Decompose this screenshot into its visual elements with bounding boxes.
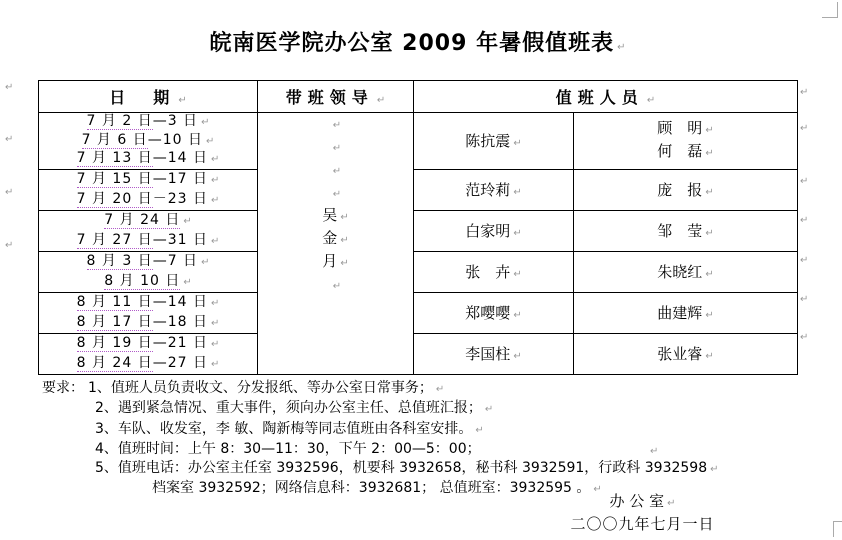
note-item: 1、值班人员负责收文、分发报纸、等办公室日常事务； xyxy=(88,380,433,396)
paragraph-mark-icon: ↵ xyxy=(705,351,714,362)
table-row xyxy=(39,333,798,374)
partner-cell xyxy=(574,210,798,251)
paragraph-mark-icon: ↵ xyxy=(5,82,14,93)
date-cell xyxy=(39,113,258,170)
paragraph-mark-icon: ↵ xyxy=(210,338,220,350)
partner-cell xyxy=(574,333,798,374)
note-line xyxy=(42,379,719,399)
paragraph-mark-icon: ↵ xyxy=(332,143,342,154)
date-line xyxy=(39,113,257,132)
person-name: 顾 明 ↵ xyxy=(657,118,714,137)
paragraph-mark-icon: ↵ xyxy=(210,235,220,247)
paragraph-mark-icon: ↵ xyxy=(705,269,714,280)
person-name: 何 磊 ↵ xyxy=(657,141,714,160)
date-line xyxy=(39,293,257,313)
paragraph-mark-icon: ↵ xyxy=(210,174,220,186)
paragraph-mark-icon: ↵ xyxy=(646,95,656,106)
note-item: 5、值班电话：办公室主任室 3932596，机要科 3932658，秘书科 3932591，行政科 3932598 xyxy=(95,460,708,477)
paragraph-mark-icon: ↵ xyxy=(206,135,215,147)
header-staff xyxy=(414,81,798,113)
leader-cell xyxy=(258,113,414,375)
date-text: —18 日 xyxy=(152,313,208,330)
note-item: 档案室 3932592；网络信息科：3932681； 总值班室：3932595 。 xyxy=(152,480,591,497)
duty-person-cell xyxy=(414,251,574,292)
table-row xyxy=(39,251,798,292)
paragraph-mark-icon: ↵ xyxy=(210,358,220,370)
date-text: —14 日 xyxy=(152,293,208,310)
paragraph-mark-icon: ↵ xyxy=(513,269,522,280)
date-text: 8 月 19 日 xyxy=(76,334,153,351)
row-end-mark-icon: ↵ xyxy=(800,255,809,266)
header-staff-label: 值班人员 xyxy=(555,88,644,107)
leader-name-char: 吴 ↵ xyxy=(322,206,349,224)
duty-person-cell xyxy=(414,169,574,210)
date-text: —10 日 xyxy=(147,131,204,148)
date-text: －23 日 xyxy=(152,190,208,207)
header-leader-label: 带班领导 xyxy=(285,88,374,107)
person-name: 郑嘤嘤 xyxy=(465,304,511,322)
person-name: 张业睿 xyxy=(657,345,703,363)
empty-line xyxy=(258,136,413,159)
paragraph-mark-icon: ↵ xyxy=(340,212,349,223)
empty-line xyxy=(258,113,413,136)
row-end-mark-icon: ↵ xyxy=(800,294,809,305)
text-boundary-corner-top-right-icon xyxy=(822,2,838,18)
date-text: —17 日 xyxy=(152,170,208,187)
table-row xyxy=(39,169,798,210)
page-title xyxy=(38,26,797,57)
note-line xyxy=(42,440,719,459)
paragraph-mark-icon: ↵ xyxy=(484,404,494,416)
header-row xyxy=(39,81,798,113)
note-item: 3、车队、收发室，李 敏、陶新梅等同志值班由各科室安排。 xyxy=(95,420,473,437)
date-text: 8 月 24 日 xyxy=(76,354,153,371)
note-item: 2、遇到紧急情况、重大事件，须向办公室主任、总值班汇报； xyxy=(95,400,482,417)
requirements-section xyxy=(42,379,719,500)
person-name: 陈抗震 xyxy=(465,132,511,151)
paragraph-mark-icon: ↵ xyxy=(210,297,220,309)
row-end-mark-icon: ↵ xyxy=(800,176,809,187)
date-line xyxy=(39,170,257,190)
date-text: 8 月 17 日 xyxy=(76,313,153,330)
paragraph-mark-icon: ↵ xyxy=(513,351,522,362)
date-text: —7 日 xyxy=(152,252,199,269)
date-text: —21 日 xyxy=(152,334,208,351)
header-leader xyxy=(258,81,414,113)
date-line xyxy=(39,150,257,169)
paragraph-mark-icon: ↵ xyxy=(513,228,522,239)
date-line xyxy=(39,190,257,210)
paragraph-mark-icon: ↵ xyxy=(332,189,342,200)
date-text: 8 月 11 日 xyxy=(76,293,153,310)
table-row xyxy=(39,210,798,251)
table-row xyxy=(39,113,798,170)
person-name: 李国柱 xyxy=(465,345,511,363)
paragraph-mark-icon: ↵ xyxy=(340,235,349,246)
date-cell xyxy=(39,292,258,333)
date-cell xyxy=(39,333,258,374)
paragraph-mark-icon: ↵ xyxy=(183,215,192,227)
note-line xyxy=(42,420,719,440)
paragraph-mark-icon: ↵ xyxy=(705,228,714,239)
empty-line xyxy=(258,182,413,205)
paragraph-mark-icon: ↵ xyxy=(332,166,342,177)
paragraph-mark-icon: ↵ xyxy=(5,134,14,145)
paragraph-mark-icon: ↵ xyxy=(210,194,220,206)
date-text: 7 月 27 日 xyxy=(76,231,153,248)
person-name: 范玲莉 xyxy=(465,181,511,199)
paragraph-mark-icon: ↵ xyxy=(183,276,192,288)
date-line xyxy=(39,211,257,231)
paragraph-mark-icon: ↵ xyxy=(705,124,714,136)
text-boundary-corner-bottom-right-icon xyxy=(833,521,842,537)
paragraph-mark-icon: ↵ xyxy=(705,147,714,159)
date-cell xyxy=(39,210,258,251)
date-text: 7 月 6 日 xyxy=(81,131,148,148)
paragraph-mark-icon: ↵ xyxy=(513,138,522,150)
date-line xyxy=(39,334,257,354)
paragraph-mark-icon: ↵ xyxy=(201,117,210,128)
empty-line xyxy=(258,159,413,182)
date-text: —31 日 xyxy=(152,231,208,248)
date-text: —14 日 xyxy=(152,150,208,166)
date-text: 7 月 20 日 xyxy=(76,190,153,207)
paragraph-mark-icon: ↵ xyxy=(435,384,445,395)
person-name: 白家明 xyxy=(465,222,511,240)
leader-name-char: 金 ↵ xyxy=(322,229,349,247)
paragraph-mark-icon: ↵ xyxy=(617,42,626,53)
duty-person-cell xyxy=(414,113,574,170)
paragraph-mark-icon: ↵ xyxy=(210,317,220,329)
person-name: 朱晓红 xyxy=(657,263,703,281)
partner-cell xyxy=(574,169,798,210)
leader-name-char: 月 ↵ xyxy=(322,252,349,270)
paragraph-mark-icon: ↵ xyxy=(5,187,14,198)
person-name: 张 卉 xyxy=(465,263,511,281)
signature-date: 二〇〇九年七月一日 xyxy=(570,515,715,533)
date-text: 7 月 24 日 xyxy=(104,211,181,228)
person-name: 庞 报 xyxy=(657,181,703,199)
paragraph-mark-icon: ↵ xyxy=(513,187,522,198)
date-line xyxy=(39,354,257,374)
paragraph-mark-icon: ↵ xyxy=(513,310,522,321)
duty-person-cell xyxy=(414,292,574,333)
paragraph-mark-icon: ↵ xyxy=(332,120,342,131)
empty-line xyxy=(258,274,413,297)
date-cell xyxy=(39,169,258,210)
date-text: —27 日 xyxy=(152,354,208,371)
person-name: 邹 莹 xyxy=(657,222,703,240)
date-text: 8 月 3 日 xyxy=(86,252,153,269)
signature-block xyxy=(545,491,740,535)
note-item: 4、值班时间：上午 8：30—11：30，下午 2：00—5：00； xyxy=(95,440,481,457)
date-text: 7 月 15 日 xyxy=(76,170,153,187)
duty-roster-table xyxy=(38,80,798,375)
date-text: —3 日 xyxy=(152,113,199,129)
note-line xyxy=(42,459,719,479)
paragraph-mark-icon: ↵ xyxy=(667,498,676,509)
person-name: 曲建辉 xyxy=(657,304,703,322)
paragraph-mark-icon: ↵ xyxy=(650,446,659,457)
partner-cell xyxy=(574,113,798,170)
paragraph-mark-icon: ↵ xyxy=(332,281,342,292)
date-line xyxy=(39,132,257,151)
header-date xyxy=(39,81,258,113)
paragraph-mark-icon: ↵ xyxy=(710,464,719,476)
paragraph-mark-icon: ↵ xyxy=(5,240,14,251)
row-end-mark-icon: ↵ xyxy=(800,215,809,226)
signature-org: 办 公 室 ↵ xyxy=(609,492,676,510)
duty-person-cell xyxy=(414,210,574,251)
row-end-mark-icon: ↵ xyxy=(800,123,809,134)
paragraph-mark-icon: ↵ xyxy=(705,310,714,321)
paragraph-mark-icon: ↵ xyxy=(593,484,602,496)
paragraph-mark-icon: ↵ xyxy=(201,256,210,268)
date-text: 7 月 2 日 xyxy=(86,113,153,129)
date-line xyxy=(39,313,257,333)
paragraph-mark-icon: ↵ xyxy=(705,187,714,198)
partner-cell xyxy=(574,292,798,333)
date-cell xyxy=(39,251,258,292)
paragraph-mark-icon: ↵ xyxy=(376,95,386,106)
date-text: 7 月 13 日 xyxy=(76,150,153,166)
paragraph-mark-icon: ↵ xyxy=(475,424,484,436)
row-end-mark-icon: ↵ xyxy=(800,332,809,343)
header-date-label: 日 期 xyxy=(109,88,176,107)
paragraph-mark-icon: ↵ xyxy=(210,154,220,165)
partner-cell xyxy=(574,251,798,292)
paragraph-mark-icon: ↵ xyxy=(178,95,187,106)
row-end-mark-icon: ↵ xyxy=(800,87,809,98)
date-line xyxy=(39,272,257,292)
note-line xyxy=(42,399,719,419)
date-line xyxy=(39,231,257,251)
table-row xyxy=(39,292,798,333)
date-text: 8 月 10 日 xyxy=(104,272,181,289)
requirements-label: 要求： xyxy=(42,380,84,396)
date-line xyxy=(39,252,257,272)
duty-person-cell xyxy=(414,333,574,374)
paragraph-mark-icon: ↵ xyxy=(340,258,349,269)
page-title-text: 皖南医学院办公室 2009 年暑假值班表 xyxy=(209,31,615,56)
